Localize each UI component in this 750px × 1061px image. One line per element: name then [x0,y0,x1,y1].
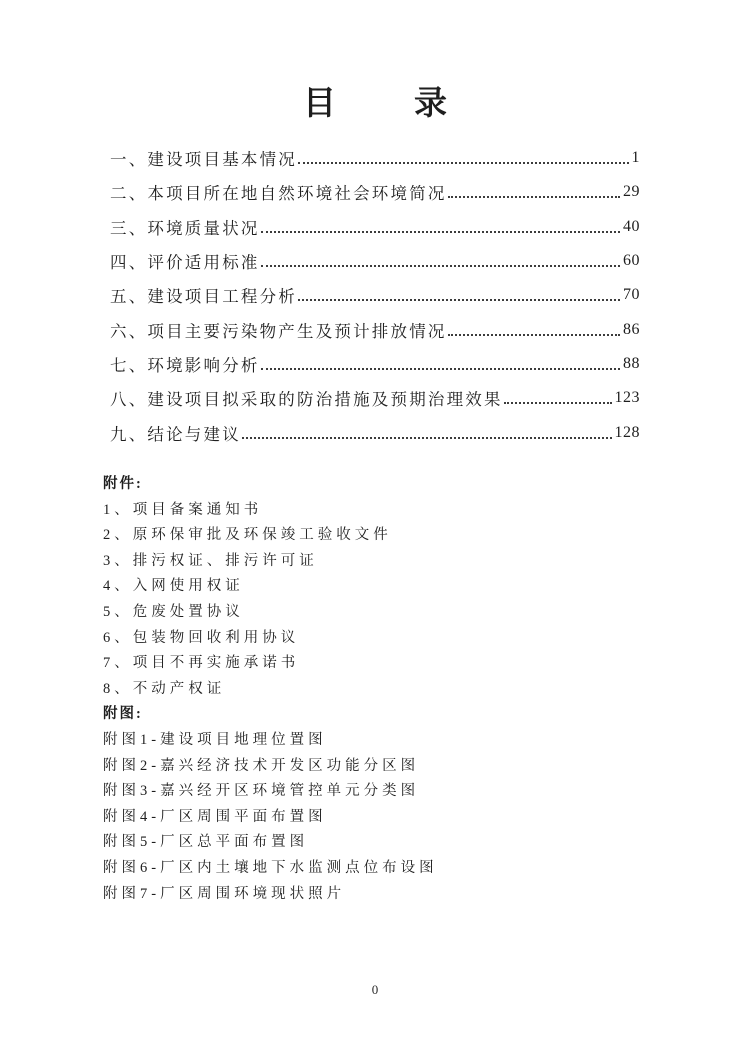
toc-entry [110,278,640,312]
figure-item: 附图7-厂区周围环境现状照片 [103,885,346,902]
figure-item: 附图2-嘉兴经济技术开发区功能分区图 [103,757,420,774]
toc-entry-label: 七、环境影响分析 [110,355,260,375]
toc-entry-page: 40 [623,217,640,235]
figures-heading: 附图: [103,706,143,723]
toc-leader-dots [298,162,629,164]
page-title [0,86,750,124]
toc-entry-label: 一、建设项目基本情况 [110,150,297,170]
attachment-item: 3、排污权证、排污许可证 [103,552,318,569]
toc-entry [110,381,640,415]
attachment-item: 5、危废处置协议 [103,603,244,620]
appendix-section [103,472,663,907]
toc-entry [110,210,640,244]
title-char-right: 录 [414,86,447,122]
toc-entry-label: 九、结论与建议 [110,424,241,444]
toc-entry-page: 88 [623,354,640,372]
toc-leader-dots [242,437,612,439]
attachment-item: 4、入网使用权证 [103,578,244,595]
toc-entry [110,415,640,449]
toc-leader-dots [448,196,620,198]
toc-leader-dots [298,299,620,301]
toc-leader-dots [261,231,620,233]
figure-item: 附图1-建设项目地理位置图 [103,731,327,748]
attachment-item: 7、项目不再实施承诺书 [103,655,300,672]
figure-item: 附图5-厂区总平面布置图 [103,834,309,851]
figure-item: 附图3-嘉兴经开区环境管控单元分类图 [103,783,420,800]
toc-list [110,141,640,450]
toc-entry-page: 29 [623,183,640,201]
toc-leader-dots [448,334,620,336]
toc-entry [110,244,640,278]
toc-entry [110,347,640,381]
attachment-item: 8、不动产权证 [103,680,226,697]
attachments-heading: 附件: [103,476,143,492]
toc-entry-label: 五、建设项目工程分析 [110,287,297,307]
toc-leader-dots [504,402,612,404]
toc-entry [110,312,640,346]
footer-page-number: 0 [371,982,379,997]
toc-entry-label: 三、环境质量状况 [110,218,260,238]
toc-entry-page: 60 [623,252,640,270]
toc-entry-page: 70 [623,286,640,304]
toc-entry-label: 二、本项目所在地自然环境社会环境简况 [110,184,447,204]
attachment-item: 1、项目备案通知书 [103,501,263,518]
toc-entry-page: 86 [623,320,640,338]
toc-entry-page: 1 [631,149,640,167]
toc-entry-label: 四、评价适用标准 [110,253,260,273]
toc-entry [110,141,640,175]
figure-item: 附图6-厂区内土壤地下水监测点位布设图 [103,859,438,876]
figure-item: 附图4-厂区周围平面布置图 [103,808,327,825]
toc-leader-dots [261,265,620,267]
title-char-left: 目 [303,86,336,122]
toc-entry-page: 128 [614,423,640,441]
toc-entry-label: 八、建设项目拟采取的防治措施及预期治理效果 [110,390,503,410]
toc-entry-page: 123 [614,389,640,407]
toc-leader-dots [261,368,620,370]
toc-entry [110,175,640,209]
toc-entry-label: 六、项目主要污染物产生及预计排放情况 [110,321,447,341]
attachment-item: 2、原环保审批及环保竣工验收文件 [103,527,392,544]
attachment-item: 6、包装物回收利用协议 [103,629,300,646]
